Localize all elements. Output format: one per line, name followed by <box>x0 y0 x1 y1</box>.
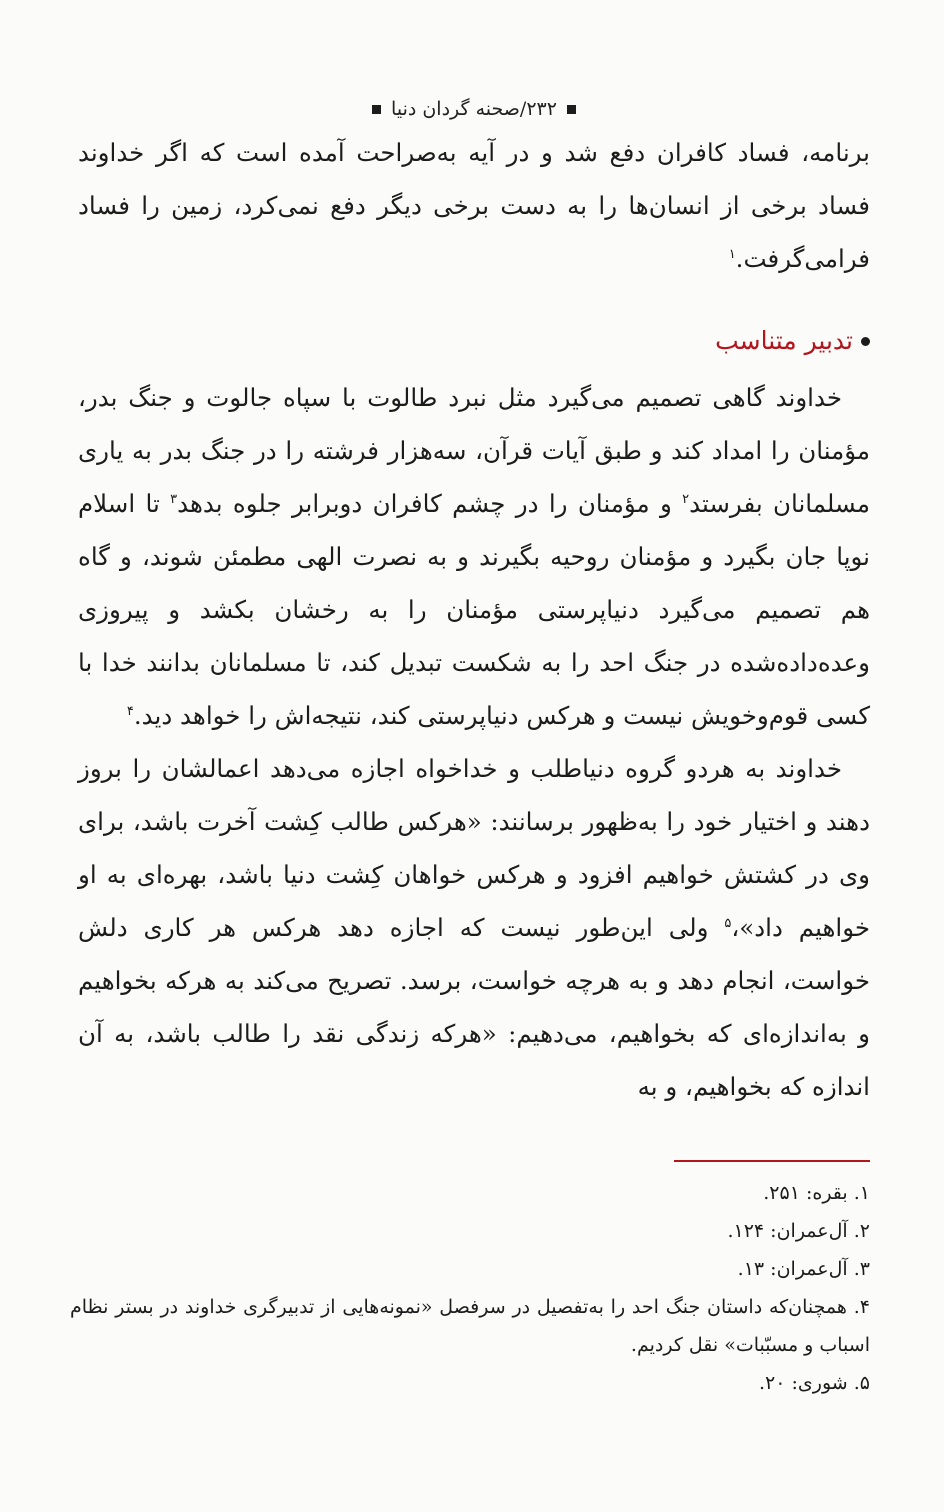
footnote-item: ۳. آل‌عمران: ۱۳. <box>737 1258 870 1280</box>
paragraph-2-text-a: خداوند به هردو گروه دنیاطلب و خداخواه اجازه می‌دهد اعمالشان را بروز دهند و اختیار خود را به‌ظهور برسانند: «هرکس طالب کِشت آخرت باشد، برای وی در کشتش خواهیم افزود و هرکس خواهان کِشت دنیا باشد، بهره‌ای به او خواهیم داد»، <box>78 754 870 942</box>
paragraph-2-text-b: ولی این‌طور نیست که اجازه دهد هرکس هر کاری دلش خواست، انجام دهد و به هرچه خواست، برسد. تصریح می‌کند به هرکه بخواهیم و به‌اندازه‌ای که بخواهیم، می‌دهیم: «هرکه زندگی نقد را طالب باشد، به آن اندازه که بخواهیم، و به <box>78 913 870 1101</box>
paragraph-1-text-a: خداوند گاهی تصمیم می‌گیرد مثل نبرد طالوت با سپاه جالوت و جنگ بدر، مؤمنان را امداد کند و طبق آیات قرآن، سه‌هزار فرشته را در جنگ بدر به یاری مسلمانان بفرستد <box>78 383 871 518</box>
footnote-ref: ۴ <box>126 703 134 719</box>
section-heading-text: تدبیر متناسب <box>715 326 853 355</box>
footnote-ref: ۵ <box>724 915 732 931</box>
intro-paragraph <box>78 126 870 285</box>
section-heading <box>78 321 870 361</box>
intro-paragraph-text: برنامه، فساد کافران دفع شد و در آیه به‌صراحت آمده است که اگر خداوند فساد برخی از انسان‌ها را به دست برخی دیگر دفع نمی‌کرد، زمین را فساد فرامی‌گرفت. <box>78 138 870 273</box>
footnote-ref: ۳ <box>170 491 178 507</box>
running-header <box>78 92 870 126</box>
bullet-icon <box>861 337 870 346</box>
square-bullet-icon <box>372 105 381 114</box>
paragraph-2 <box>78 742 870 1113</box>
footnote-ref: ۱ <box>728 246 736 262</box>
footnote-item: ۱. بقره: ۲۵۱. <box>763 1182 870 1204</box>
footnote-item: ۲. آل‌عمران: ۱۲۴. <box>727 1220 870 1242</box>
paragraph-1 <box>78 371 870 742</box>
running-title: ۲۳۲/صحنه گردان دنیا <box>391 98 557 120</box>
footnote-item: ۵. شوری: ۲۰. <box>759 1372 870 1394</box>
footnote-divider <box>674 1160 870 1162</box>
square-bullet-icon <box>567 105 576 114</box>
spacer <box>78 285 870 321</box>
footnote-ref: ۲ <box>682 491 690 507</box>
footnote-item: ۴. همچنان‌که داستان جنگ احد را به‌تفصیل در سرفصل «نمونه‌هایی از تدبیرگری خداوند در بستر نظام اسباب و مسبّبات» نقل کردیم. <box>70 1296 870 1356</box>
footnotes <box>70 1174 870 1402</box>
paragraph-1-text-b: و مؤمنان را در چشم کافران دوبرابر جلوه بدهد <box>177 489 683 518</box>
book-page <box>78 92 870 1113</box>
paragraph-1-text-c: تا اسلام نوپا جان بگیرد و مؤمنان روحیه بگیرند و به نصرت الهی مطمئن شوند، و گاه هم تصمیم می‌گیرد دنیاپرستی مؤمنان را به رخشان بکشد و پیروزی وعده‌داده‌شده در جنگ احد را به شکست تبدیل کند، تا مسلمانان بدانند خدا با کسی قوم‌وخویش نیست و هرکس دنیاپرستی کند، نتیجه‌اش را خواهد دید. <box>78 489 870 730</box>
